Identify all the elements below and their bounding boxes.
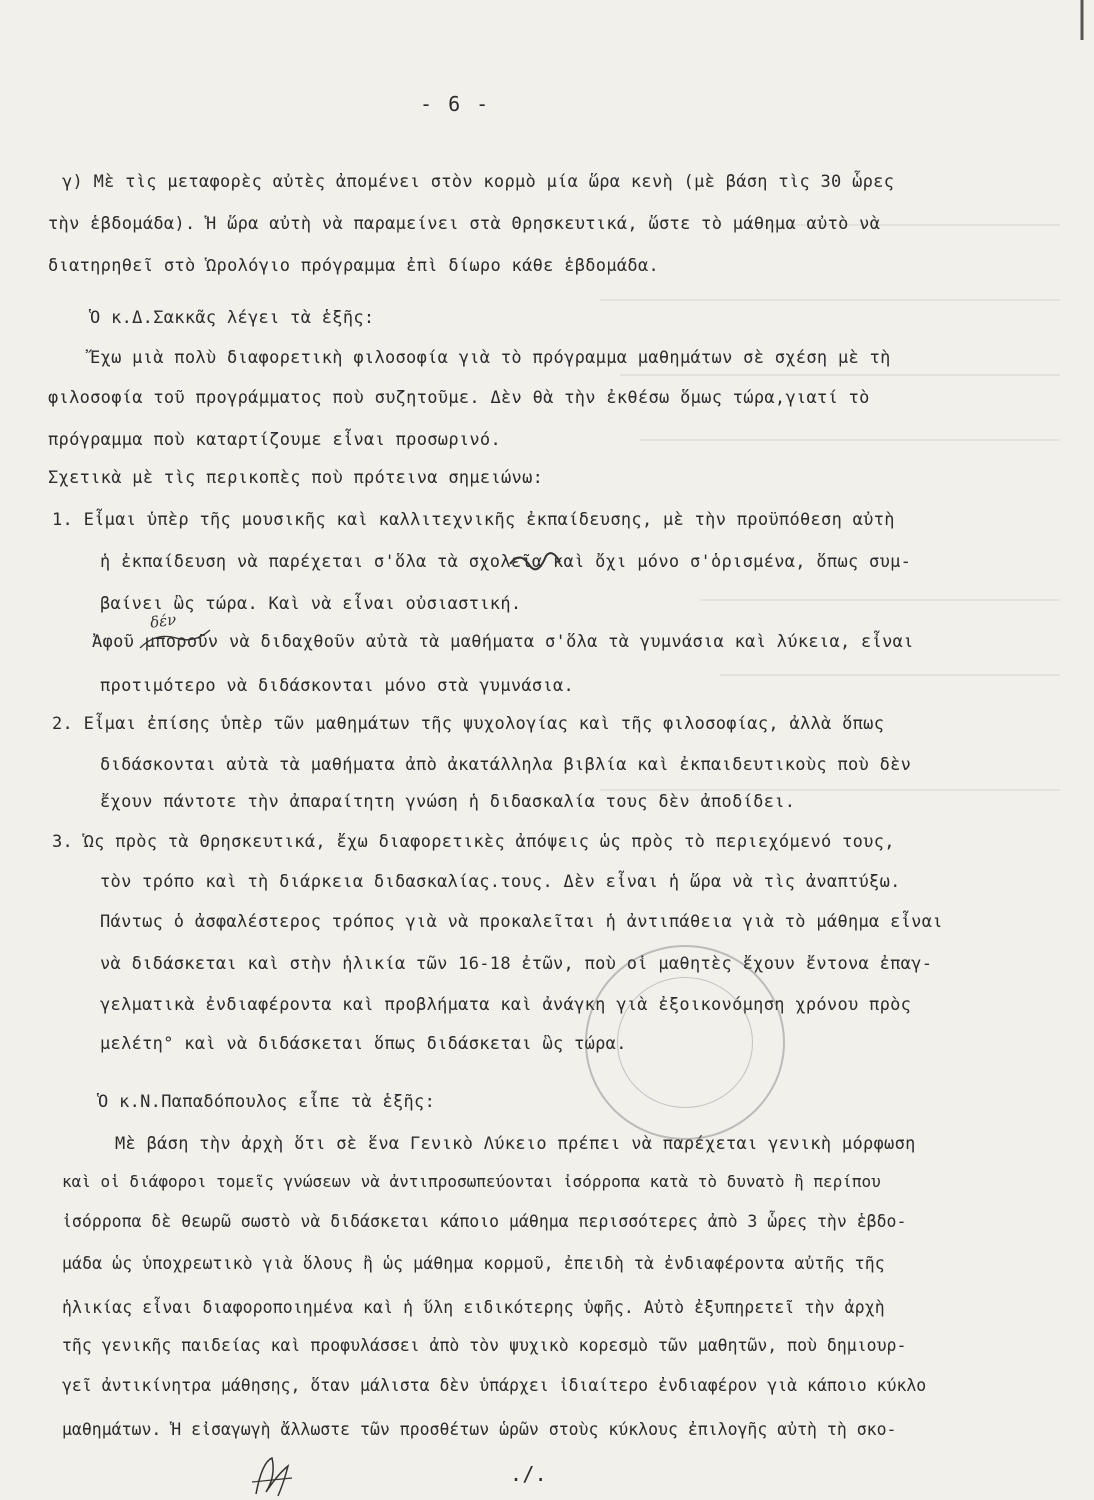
text-line: βαίνει ὣς τώρα. Καὶ νὰ εἶναι οὐσιαστική. <box>100 594 522 614</box>
text-line: γελματικὰ ἐνδιαφέροντα καὶ προβλήματα καὶ ἀνάγκη γιὰ ἐξοικονόμηση χρόνου πρὸς <box>100 995 912 1015</box>
text-line: Ἔχω μιὰ πολὺ διαφορετικὴ φιλοσοφία γιὰ τὸ πρόγραμμα μαθημάτων σὲ σχέση μὲ τὴ <box>90 348 891 368</box>
text-line: τῆς γενικῆς παιδείας καὶ προφυλάσσει ἀπὸ τὸν ψυχικὸ κορεσμὸ τῶν μαθητῶν, ποὺ δημιουρ- <box>62 1336 907 1355</box>
text-line: διατηρηθεῖ στὸ Ὡρολόγιο πρόγραμμα ἐπὶ δίωρο κάθε ἑβδομάδα. <box>48 256 660 276</box>
text-line: μαθημάτων. Ἡ εἰσαγωγὴ ἄλλωστε τῶν προσθέτων ὡρῶν στοὺς κύκλους ἐπιλογῆς αὐτὴ τὴ σκο- <box>62 1420 897 1439</box>
speaker-heading: Ὁ κ.Ν.Παπαδόπουλος εἶπε τὰ ἑξῆς: <box>98 1092 436 1112</box>
text-line: τὴν ἑβδομάδα). Ἡ ὥρα αὐτὴ νὰ παραμείνει στὰ Θρησκευτικά, ὥστε τὸ μάθημα αὐτὸ νὰ <box>48 214 881 234</box>
speaker-heading: Ὁ κ.Δ.Σακκᾶς λέγει τὰ ἑξῆς: <box>90 308 375 328</box>
text-line: ἡλικίας εἶναι διαφοροποιημένα καὶ ἡ ὕλη ειδικότερης ὑφῆς. Αὐτὸ ἐξυπηρετεῖ τὴν ἀρχὴ <box>62 1298 885 1317</box>
text-line: φιλοσοφία τοῦ προγράμματος ποὺ συζητοῦμε. Δὲν θὰ τὴν ἐκθέσω ὅμως τώρα,γιατί τὸ <box>48 388 870 408</box>
list-item-1: 1. Εἶμαι ὑπὲρ τῆς μουσικῆς καὶ καλλιτεχνικῆς ἐκπαίδευσης, μὲ τὴν προϋπόθεση αὐτὴ <box>52 510 895 530</box>
list-item-3: 3. Ὡς πρὸς τὰ Θρησκευτικά, ἔχω διαφορετικὲς ἀπόψεις ὡς πρὸς τὸ περιεχόμενό τους, <box>52 832 895 852</box>
text-line: Ἀφοῦ μποροῦν νὰ διδαχθοῦν αὐτὰ τὰ μαθήματα σ'ὅλα τὰ γυμνάσια καὶ λύκεια, εἶναι <box>92 632 914 652</box>
text-line: καὶ οἱ διάφοροι τομεῖς γνώσεων νὰ ἀντιπροσωπεύονται ἰσόρροπα κατὰ τὸ δυνατὸ ἢ περίπου <box>62 1172 881 1191</box>
text-line: ἡ ἐκπαίδευση νὰ παρέχεται σ'ὅλα τὰ σχολεῖα καὶ ὄχι μόνο σ'ὁρισμένα, ὅπως συμ- <box>100 552 912 572</box>
text-line: Μὲ βάση τὴν ἀρχὴ ὅτι σὲ ἕνα Γενικὸ Λύκειο πρέπει νὰ παρέχεται γενικὴ μόρφωση <box>115 1134 916 1154</box>
text-line: ἰσόρροπα δὲ θεωρῶ σωστὸ νὰ διδάσκεται κάποιο μάθημα περισσότερες ἀπὸ 3 ὧρες τὴν ἑβδο- <box>62 1212 907 1231</box>
text-line: μελέτη° καὶ νὰ διδάσκεται ὅπως διδάσκεται ὣς τώρα. <box>100 1034 627 1054</box>
text-line: νὰ διδάσκεται καὶ στὴν ἡλικία τῶν 16-18 ἐτῶν, ποὺ οἱ μαθητὲς ἔχουν ἔντονα ἐπαγ- <box>100 954 933 974</box>
official-seal <box>585 945 785 1140</box>
text-line: μάδα ὡς ὑποχρεωτικὸ γιὰ ὅλους ἢ ὡς μάθημα κορμοῦ, ἐπειδὴ τὰ ἐνδιαφέροντα αὐτῆς τῆς <box>62 1254 885 1273</box>
text-line: Πάντως ὁ ἀσφαλέστερος τρόπος γιὰ νὰ προκαλεῖται ἡ ἀντιπάθεια γιὰ τὸ μάθημα εἶναι <box>100 912 943 932</box>
text-line: γ) Μὲ τὶς μεταφορὲς αὐτὲς ἀπομένει στὸν κορμὸ μία ὥρα κενὴ (μὲ βάση τὶς 30 ὧρες <box>62 172 895 192</box>
official-seal-inner-ring <box>617 977 753 1108</box>
handwritten-correction-icon <box>506 546 566 578</box>
handwritten-insert: δέν <box>148 610 178 632</box>
page-number: - 6 - <box>420 92 491 116</box>
signature-icon <box>248 1452 298 1498</box>
text-line: πρόγραμμα ποὺ καταρτίζουμε εἶναι προσωρινό. <box>48 430 501 450</box>
list-item-2: 2. Εἶμαι ἐπίσης ὑπὲρ τῶν μαθημάτων τῆς ψυχολογίας καὶ τῆς φιλοσοφίας, ἀλλὰ ὅπως <box>52 714 885 734</box>
text-line: τὸν τρόπο καὶ τὴ διάρκεια διδασκαλίας.τους. Δὲν εἶναι ἡ ὥρα νὰ τὶς ἀναπτύξω. <box>100 872 901 892</box>
text-line: γεῖ ἀντικίνητρα μάθησης, ὅταν μάλιστα δὲν ὑπάρχει ἰδιαίτερο ἐνδιαφέρον γιὰ κάποιο κύκλο <box>62 1376 927 1395</box>
text-line: προτιμότερο νὰ διδάσκονται μόνο στὰ γυμνάσια. <box>100 676 575 696</box>
text-line: Σχετικὰ μὲ τὶς περικοπὲς ποὺ πρότεινα σημειώνω: <box>48 468 544 488</box>
text-line: διδάσκονται αὐτὰ τὰ μαθήματα ἀπὸ ἀκατάλληλα βιβλία καὶ ἐκπαιδευτικοὺς ποὺ δὲν <box>100 755 912 775</box>
text-line: ἔχουν πάντοτε τὴν ἀπαραίτητη γνώση ἡ διδασκαλία τους δὲν ἀποδίδει. <box>100 792 796 812</box>
continuation-mark: ./. <box>510 1462 548 1486</box>
handwritten-strikeout-icon <box>136 624 216 654</box>
